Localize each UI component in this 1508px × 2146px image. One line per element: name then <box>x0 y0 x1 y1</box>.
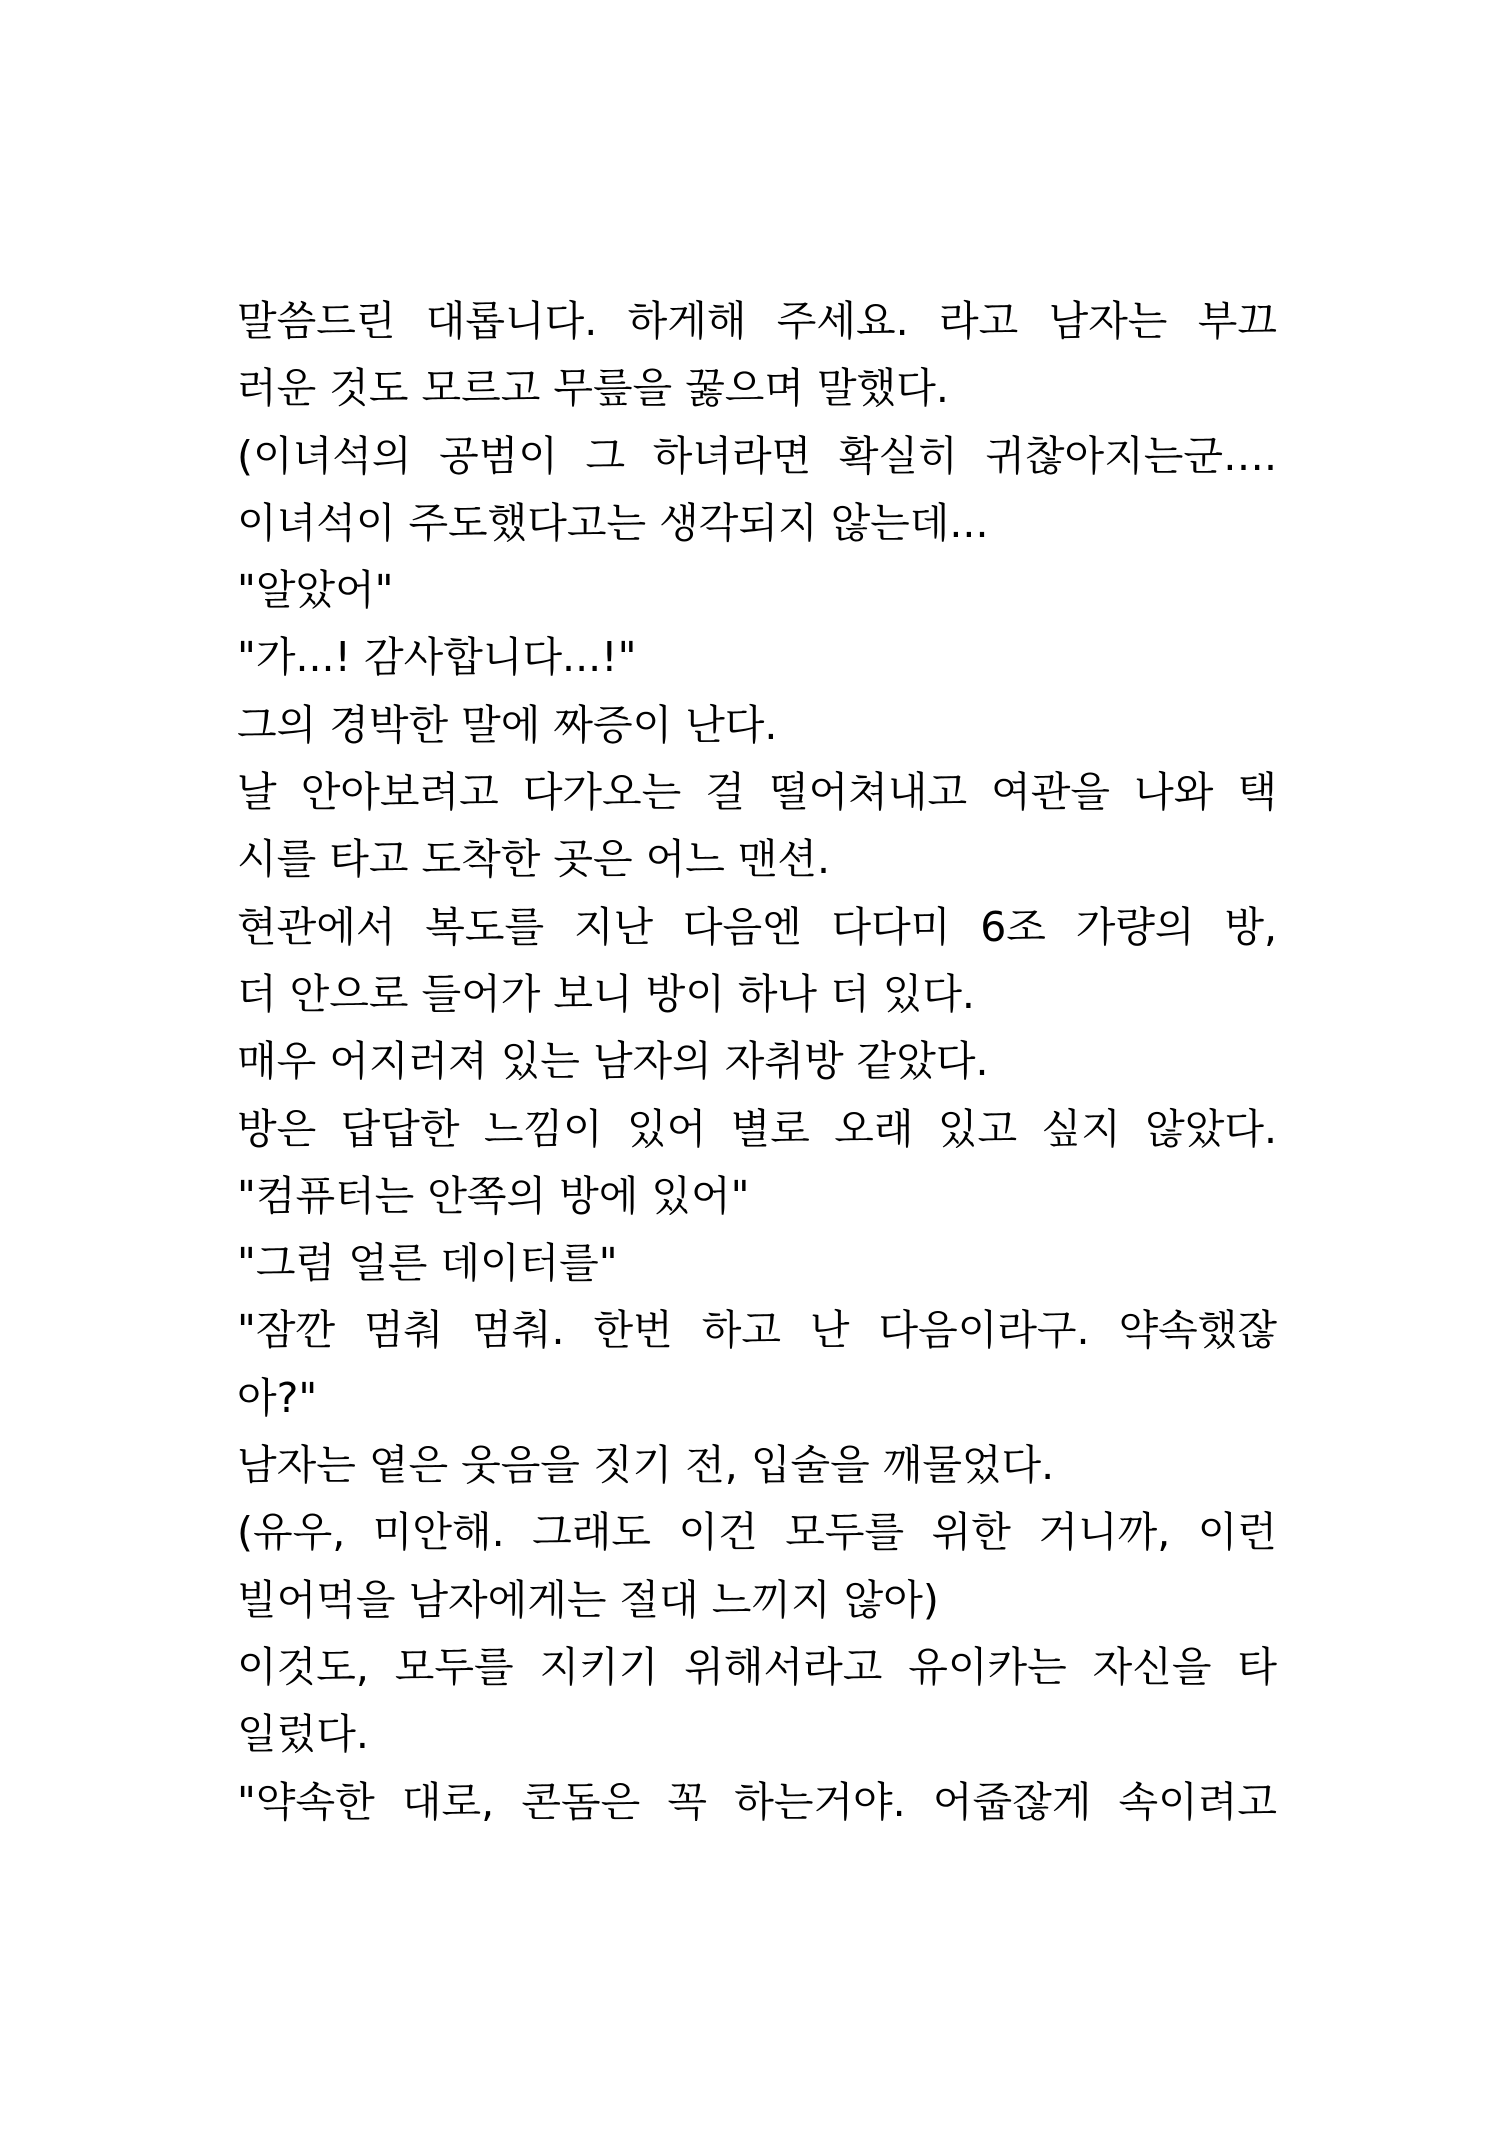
text-line: 이것도, 모두를 지키기 위해서라고 유이카는 자신을 타 <box>237 1642 1277 1691</box>
text-line: 남자는 옅은 웃음을 짓기 전, 입술을 깨물었다. <box>237 1441 1055 1490</box>
text-line: "가...! 감사합니다...!" <box>237 633 637 682</box>
text-line: "알았어" <box>237 566 394 615</box>
text-line: "약속한 대로, 콘돔은 꼭 하는거야. 어줍잖게 속이려고 <box>237 1777 1277 1826</box>
text-line: 매우 어지러져 있는 남자의 자취방 같았다. <box>237 1037 989 1086</box>
text-line: 현관에서 복도를 지난 다음엔 다다미 6조 가량의 방, <box>237 902 1277 951</box>
text-line: (이녀석의 공범이 그 하녀라면 확실히 귀찮아지는군…. <box>237 431 1277 480</box>
text-line: 더 안으로 들어가 보니 방이 하나 더 있다. <box>237 969 975 1018</box>
body-text <box>237 288 1277 1836</box>
text-line: "잠깐 멈춰 멈춰. 한번 하고 난 다음이라구. 약속했잖 <box>237 1306 1277 1355</box>
text-line: 이녀석이 주도했다고는 생각되지 않는데... <box>237 498 989 547</box>
text-line: "컴퓨터는 안쪽의 방에 있어" <box>237 1171 750 1220</box>
text-line: 빌어먹을 남자에게는 절대 느끼지 않아) <box>237 1575 939 1624</box>
text-line: 시를 타고 도착한 곳은 어느 맨션. <box>237 835 831 884</box>
text-line: 아?" <box>237 1373 318 1422</box>
text-line: (유우, 미안해. 그래도 이건 모두를 위한 거니까, 이런 <box>237 1508 1277 1557</box>
text-line: 말씀드린 대롭니다. 하게해 주세요. 라고 남자는 부끄 <box>237 297 1277 345</box>
text-line: 날 안아보려고 다가오는 걸 떨어쳐내고 여관을 나와 택 <box>237 768 1277 817</box>
text-line: 러운 것도 모르고 무릎을 꿇으며 말했다. <box>237 364 949 413</box>
text-line: 일렀다. <box>237 1710 369 1759</box>
text-line: 방은 답답한 느낌이 있어 별로 오래 있고 싶지 않았다. <box>237 1104 1277 1153</box>
text-line: "그럼 얼른 데이터를" <box>237 1239 618 1288</box>
text-line: 그의 경박한 말에 짜증이 난다. <box>237 700 778 749</box>
